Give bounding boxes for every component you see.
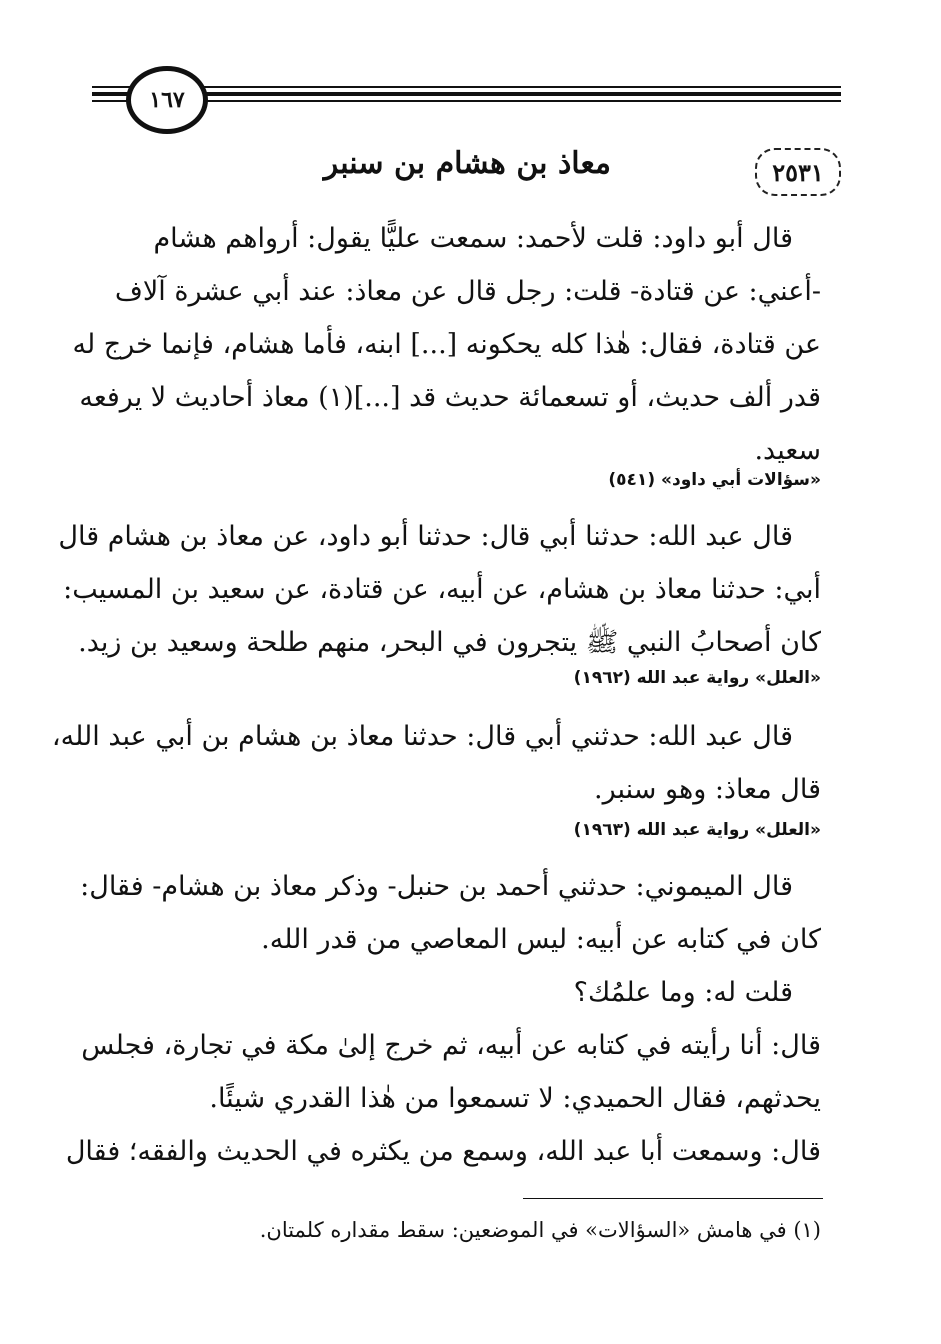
text-line: قدر ألف حديث، أو تسعمائة حديث قد [...](١) معاذ أحاديث لا يرفعه	[79, 382, 821, 413]
entry-number-medallion: ٢٥٣١	[755, 148, 841, 196]
text-line: قال الميموني: حدثني أحمد بن حنبل- وذكر معاذ بن هشام- فقال:	[80, 871, 793, 902]
text-line: قال عبد الله: حدثنا أبي قال: حدثنا أبو داود، عن معاذ بن هشام قال	[58, 521, 793, 552]
paragraph-maymuni	[65, 860, 821, 1178]
text-line: قال أبو داود: قلت لأحمد: سمعت عليًّا يقول: أرواهم هشام	[153, 223, 793, 254]
text-line: قال معاذ: وهو سنبر.	[594, 774, 821, 805]
paragraph-abdullah-1	[58, 510, 821, 669]
text-line: عن قتادة، فقال: هٰذا كله يحكونه [...] ابنه، فأما هشام، فإنما خرج له	[72, 329, 821, 360]
text-line: يحدثهم، فقال الحميدي: لا تسمعوا من هٰذا القدري شيئًا.	[209, 1083, 821, 1114]
text-line: كان في كتابه عن أبيه: ليس المعاصي من قدر الله.	[261, 924, 821, 955]
text-line: -أعني: عن قتادة- قلت: رجل قال عن معاذ: عند أبي عشرة آلاف	[114, 276, 821, 307]
text-line: قلت له: وما علمُك؟	[573, 977, 793, 1008]
text-line: كان أصحابُ النبي ﷺ يتجرون في البحر، منهم طلحة وسعيد بن زيد.	[78, 627, 821, 658]
source-citation: «سؤالات أبي داود» (٥٤١)	[608, 470, 821, 490]
text-line: أبي: حدثنا معاذ بن هشام، عن أبيه، عن قتادة، عن سعيد بن المسيب:	[63, 574, 821, 605]
source-citation: «العلل» رواية عبد الله (١٩٦٣)	[573, 820, 821, 840]
footnote-rule	[523, 1198, 823, 1199]
text-line: قال عبد الله: حدثني أبي قال: حدثنا معاذ بن هشام بن أبي عبد الله،	[51, 721, 793, 752]
source-citation: «العلل» رواية عبد الله (١٩٦٢)	[573, 668, 821, 688]
text-line: سعيد.	[754, 435, 821, 466]
page-number: ١٦٧	[126, 66, 208, 134]
text-line: قال: أنا رأيته في كتابه عن أبيه، ثم خرج إلىٰ مكة في تجارة، فجلس	[81, 1030, 821, 1061]
entry-title: معاذ بن هشام بن سنبر	[323, 146, 611, 181]
paragraph-abdullah-2	[51, 710, 821, 816]
text-line: قال: وسمعت أبا عبد الله، وسمع من يكثره في الحديث والفقه؛ فقال	[65, 1136, 821, 1167]
paragraph-abu-dawud	[72, 212, 821, 477]
footnote: (١) في هامش «السؤالات» في الموضعين: سقط مقداره كلمتان.	[259, 1218, 821, 1242]
